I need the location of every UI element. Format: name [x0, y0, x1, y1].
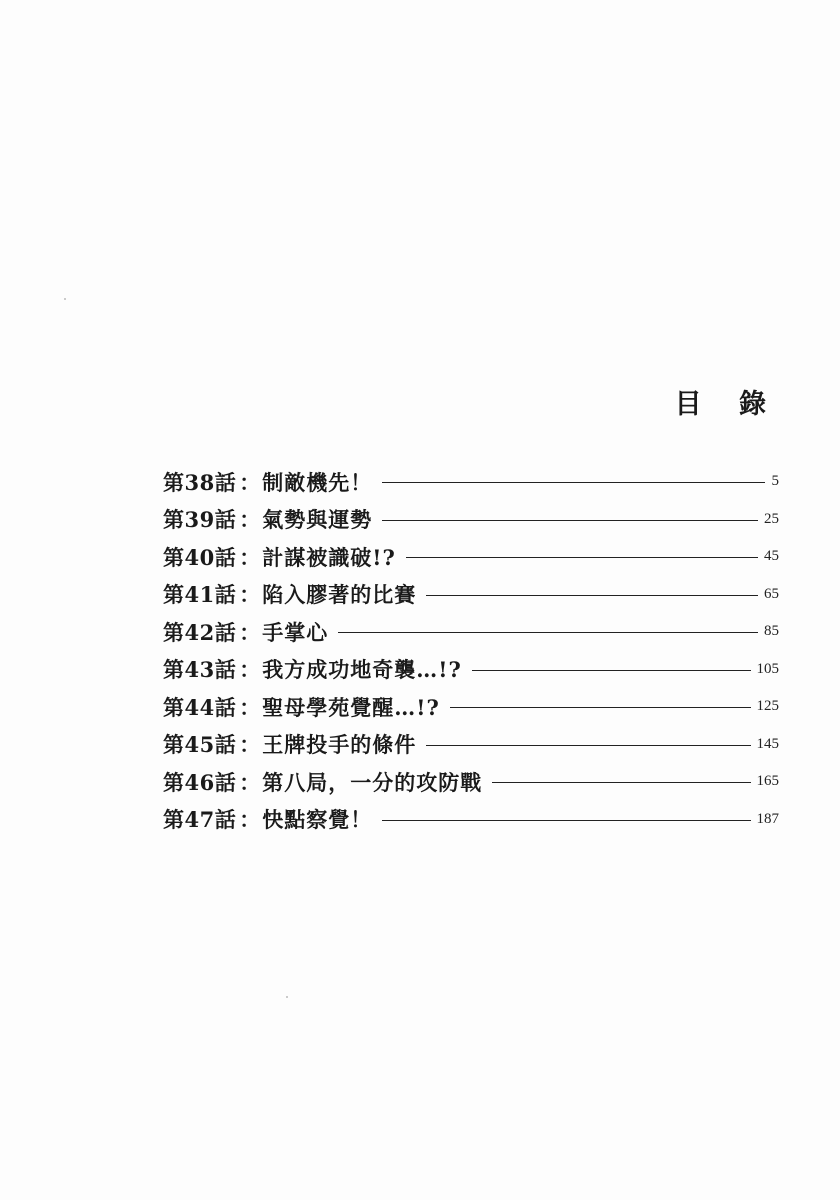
paper-speck — [286, 996, 288, 998]
page-number: 187 — [756, 810, 779, 827]
toc-entry — [163, 501, 779, 539]
page-number: 125 — [756, 698, 779, 715]
leader-line — [382, 520, 758, 521]
chapter-colon: ： — [239, 582, 261, 608]
leader-line — [492, 782, 750, 783]
leader-line — [450, 707, 751, 708]
leader-line — [382, 482, 765, 483]
chapter-number: 第44話 — [163, 694, 237, 720]
toc-entry — [163, 538, 779, 576]
chapter-number: 第45話 — [163, 732, 237, 758]
toc-entry — [163, 726, 779, 764]
toc-entry — [163, 576, 779, 614]
leader-line — [426, 595, 758, 596]
chapter-number: 第39話 — [163, 507, 237, 533]
chapter-title: 氣勢與運勢 — [262, 507, 373, 533]
chapter-colon: ： — [239, 769, 261, 795]
chapter-colon: ： — [239, 544, 261, 570]
chapter-colon: ： — [239, 619, 261, 645]
leader-line — [382, 820, 750, 821]
chapter-colon: ： — [239, 732, 261, 758]
chapter-title: 手掌心 — [262, 619, 329, 645]
chapter-title: 陷入膠著的比賽 — [262, 582, 417, 608]
chapter-colon: ： — [239, 807, 261, 833]
page-number: 25 — [764, 510, 779, 527]
chapter-title: 王牌投手的條件 — [262, 732, 417, 758]
chapter-number: 第46話 — [163, 769, 237, 795]
chapter-colon: ： — [239, 657, 261, 683]
page-number: 45 — [764, 548, 779, 565]
chapter-title: 第八局，一分的攻防戰 — [262, 769, 483, 795]
chapter-number: 第43話 — [163, 657, 237, 683]
chapter-title: 快點察覺！ — [262, 807, 373, 833]
page-number: 165 — [756, 773, 779, 790]
page-number: 65 — [764, 585, 779, 602]
chapter-title: 我方成功地奇襲…!? — [262, 657, 462, 683]
toc-entry — [163, 801, 779, 839]
page-number: 145 — [756, 735, 779, 752]
toc-list — [163, 463, 779, 838]
toc-entry — [163, 763, 779, 801]
chapter-colon: ： — [239, 694, 261, 720]
toc-entry — [163, 613, 779, 651]
toc-heading: 目 錄 — [674, 389, 780, 420]
leader-line — [406, 557, 758, 558]
toc-entry — [163, 688, 779, 726]
chapter-number: 第38話 — [163, 469, 237, 495]
page-number: 5 — [771, 473, 779, 490]
chapter-colon: ： — [239, 469, 261, 495]
leader-line — [426, 745, 750, 746]
chapter-colon: ： — [239, 507, 261, 533]
chapter-title: 聖母學苑覺醒…!? — [262, 694, 440, 720]
toc-entry — [163, 463, 779, 501]
toc-entry — [163, 651, 779, 689]
chapter-number: 第40話 — [163, 544, 237, 570]
chapter-number: 第42話 — [163, 619, 237, 645]
chapter-number: 第47話 — [163, 807, 237, 833]
page-number: 85 — [764, 623, 779, 640]
paper-speck — [64, 298, 66, 300]
page-number: 105 — [756, 660, 779, 677]
chapter-title: 制敵機先！ — [262, 469, 373, 495]
leader-line — [338, 632, 758, 633]
chapter-number: 第41話 — [163, 582, 237, 608]
leader-line — [472, 670, 751, 671]
chapter-title: 計謀被識破!? — [262, 544, 396, 570]
